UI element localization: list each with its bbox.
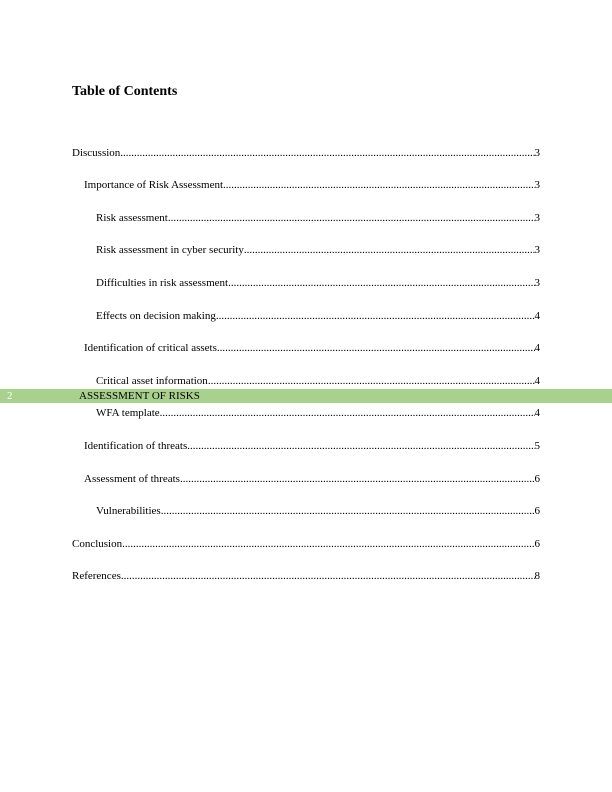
toc-entry-label: WFA template xyxy=(96,407,160,419)
toc-dot-leader xyxy=(161,505,535,518)
toc-entry-label: References xyxy=(72,570,121,582)
toc-entry-label: Difficulties in risk assessment xyxy=(96,277,229,289)
toc-entry-importance-of-risk-assessment[interactable] xyxy=(84,179,540,192)
toc-entry-label: Risk assessment in cyber security xyxy=(96,244,244,256)
header-running-title: ASSESSMENT OF RISKS xyxy=(79,390,200,402)
toc-title: Table of Contents xyxy=(72,84,178,99)
toc-entry-page: 4 xyxy=(534,375,540,387)
toc-entry-label: Risk assessment xyxy=(96,212,168,224)
toc-entry-page: 6 xyxy=(534,538,540,550)
toc-entry-page: 3 xyxy=(534,277,540,289)
toc-entry-label: Conclusion xyxy=(72,538,123,550)
toc-dot-leader xyxy=(122,538,534,551)
toc-entry-page: 3 xyxy=(534,147,540,159)
toc-entry-risk-assessment[interactable] xyxy=(96,212,540,225)
toc-entry-page: 5 xyxy=(534,440,540,452)
toc-entry-page: 4 xyxy=(534,310,540,322)
toc-entry-identification-of-critical-assets[interactable] xyxy=(84,342,540,355)
toc-entry-label: Vulnerabilities xyxy=(96,505,161,517)
toc-entry-page: 4 xyxy=(534,407,540,419)
toc-entry-page: 3 xyxy=(534,212,540,224)
toc-entry-page: 3 xyxy=(534,179,540,191)
toc-dot-leader xyxy=(216,310,535,323)
toc-dot-leader xyxy=(244,244,535,257)
toc-entry-label: Critical asset information xyxy=(96,375,208,387)
toc-entry-risk-assessment-in-cyber-security[interactable] xyxy=(96,244,540,257)
toc-entry-label: Assessment of threats xyxy=(84,473,180,485)
toc-entry-page: 6 xyxy=(534,473,540,485)
toc-dot-leader xyxy=(160,407,535,420)
toc-dot-leader xyxy=(168,212,535,225)
toc-dot-leader xyxy=(120,147,534,160)
toc-entry-wfa-template[interactable] xyxy=(96,407,540,420)
page-header-band xyxy=(0,389,612,403)
toc-dot-leader xyxy=(121,570,535,583)
toc-entry-assessment-of-threats[interactable] xyxy=(84,473,540,486)
toc-entry-label: Identification of critical assets xyxy=(84,342,217,354)
toc-entry-difficulties-in-risk-assessment[interactable] xyxy=(96,277,540,290)
toc-dot-leader xyxy=(208,375,535,388)
toc-entry-critical-asset-information[interactable] xyxy=(96,375,540,388)
toc-entry-page: 3 xyxy=(534,244,540,256)
toc-entry-conclusion[interactable] xyxy=(72,538,540,551)
toc-entry-label: Discussion xyxy=(72,147,121,159)
toc-entry-page: 8 xyxy=(534,570,540,582)
toc-dot-leader xyxy=(187,440,534,453)
toc-entry-page: 4 xyxy=(534,342,540,354)
toc-dot-leader xyxy=(228,277,534,290)
toc-entry-effects-on-decision-making[interactable] xyxy=(96,310,540,323)
toc-dot-leader xyxy=(217,342,535,355)
toc-entry-label: Identification of threats xyxy=(84,440,188,452)
toc-dot-leader xyxy=(223,179,534,192)
toc-entry-label: Effects on decision making xyxy=(96,310,216,322)
toc-entry-page: 6 xyxy=(534,505,540,517)
toc-entry-vulnerabilities[interactable] xyxy=(96,505,540,518)
toc-entry-references[interactable] xyxy=(72,570,540,583)
toc-entry-identification-of-threats[interactable] xyxy=(84,440,540,453)
toc-dot-leader xyxy=(180,473,535,486)
header-page-number: 2 xyxy=(7,390,13,402)
toc-entry-label: Importance of Risk Assessment xyxy=(84,179,224,191)
toc-entry-discussion[interactable] xyxy=(72,147,540,160)
